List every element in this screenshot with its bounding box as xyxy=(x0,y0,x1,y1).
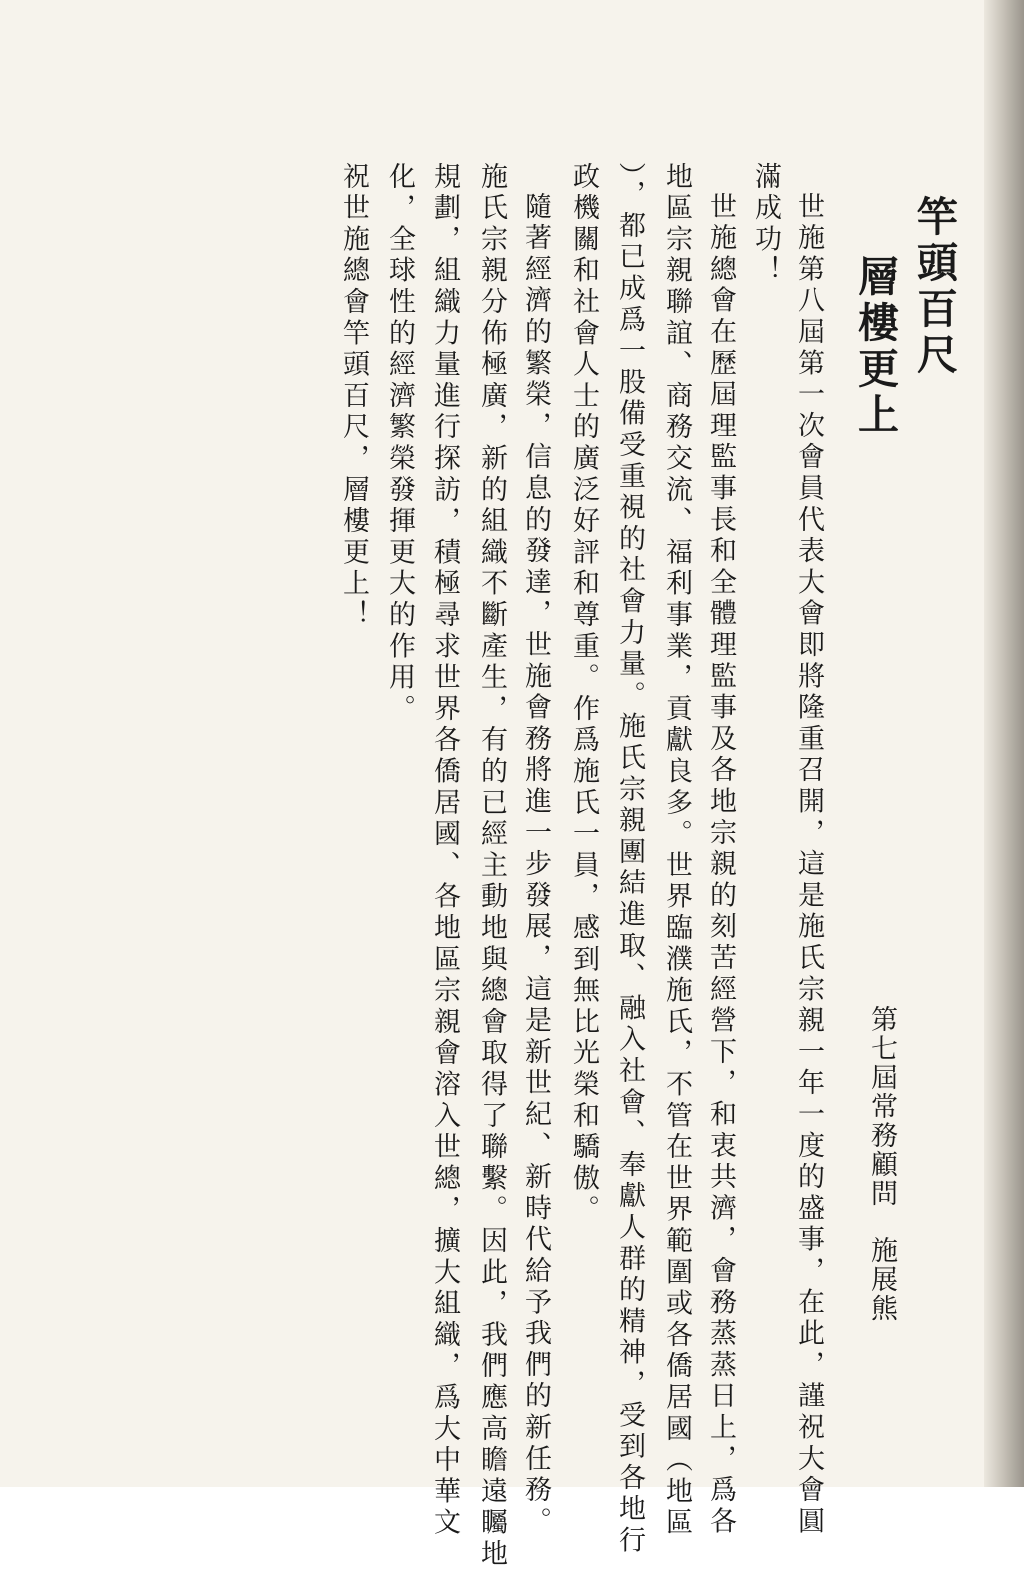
body-line-10: 化，全球性的經濟繁榮發揮更大的作用。 xyxy=(384,162,415,726)
author-name: 施展熊 xyxy=(866,1236,897,1323)
author-byline xyxy=(862,1005,901,1323)
body-line-8: 施氏宗親分佈極廣，新的組織不斷產生，有的已經主動地與總會取得了聯繫。因此，我們應高瞻遠矚地 xyxy=(476,162,507,1571)
binding-edge xyxy=(984,0,1024,1487)
title-part-2: 層樓更上 xyxy=(851,255,899,439)
body-line-2: 滿成功！ xyxy=(750,162,781,288)
body-line-1: 世施第八屆第一次會員代表大會即將隆重召開，這是施氏宗親一年一度的盛事，在此，謹祝大會圓 xyxy=(793,192,824,1538)
title-part-1: 竿頭百尺 xyxy=(910,195,958,379)
body-line-4: 地區宗親聯誼、商務交流、福利事業，貢獻良多。世界臨濮施氏，不管在世界範圍或各僑居國（地區 xyxy=(661,162,692,1540)
body-line-9: 規劃，組織力量進行探訪，積極尋求世界各僑居國、各地區宗親會溶入世總，擴大組織，爲大中華文 xyxy=(429,162,460,1540)
body-line-3: 世施總會在歷屆理監事長和全體理監事及各地宗親的刻苦經營下，和衷共濟，會務蒸蒸日上，爲各 xyxy=(705,192,736,1538)
page-title xyxy=(846,195,964,439)
author-position: 第七屆常務顧問 xyxy=(866,1005,897,1208)
body-line-6: 政機關和社會人士的廣泛好評和尊重。作爲施氏一員，感到無比光榮和驕傲。 xyxy=(568,162,599,1227)
body-line-7: 隨著經濟的繁榮，信息的發達，世施會務將進一步發展，這是新世紀、新時代給予我們的新任務。 xyxy=(520,192,551,1538)
body-line-5: ），都已成爲一股備受重視的社會力量。施氏宗親團結進取、融入社會、奉獻人群的精神，受到各地行 xyxy=(614,162,645,1557)
body-line-11: 祝世施總會竿頭百尺，層樓更上！ xyxy=(338,162,369,632)
